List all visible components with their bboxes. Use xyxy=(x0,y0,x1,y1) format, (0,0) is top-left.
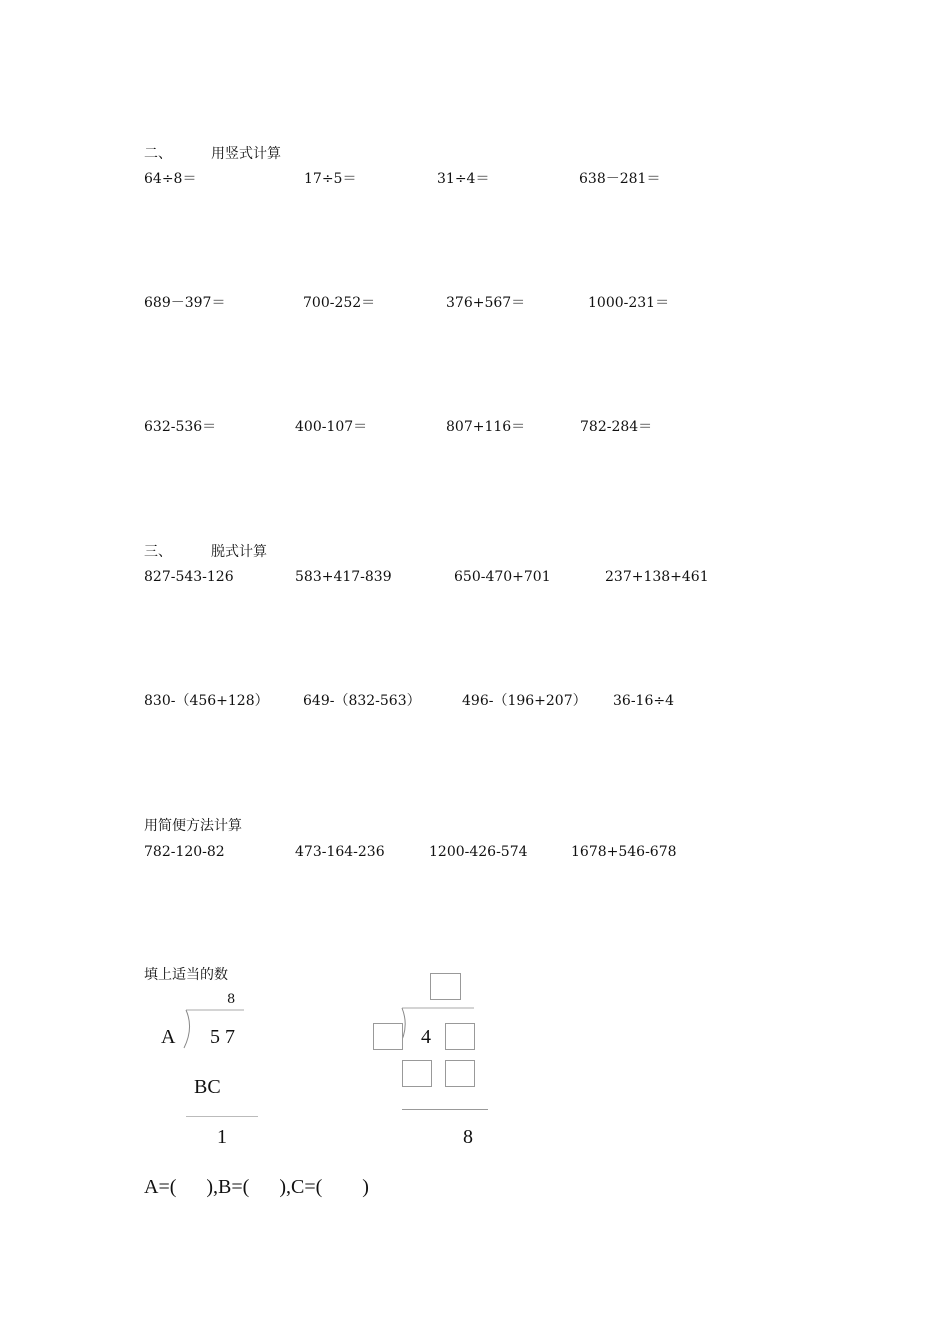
problem-s2-r1-c1: 64÷8＝ xyxy=(144,171,197,187)
problem-s2-r2-c2: 700-252＝ xyxy=(303,295,376,311)
problem-s3-r1-c4: 237+138+461 xyxy=(605,569,709,585)
blank-box-divisor[interactable] xyxy=(373,1023,403,1050)
problem-s2-r1-c4: 638－281＝ xyxy=(579,171,661,187)
left-dividend: 5 7 xyxy=(210,1026,235,1048)
problem-s3-r2-c1: 830-（456+128） xyxy=(144,693,269,709)
problem-s2-r3-c4: 782-284＝ xyxy=(580,419,653,435)
problem-s2-r3-c3: 807+116＝ xyxy=(446,419,526,435)
section3-number: 三、 xyxy=(144,544,172,560)
left-subtraction-line xyxy=(186,1116,258,1117)
problem-s2-r2-c4: 1000-231＝ xyxy=(588,295,670,311)
problem-s2-r2-c3: 376+567＝ xyxy=(446,295,526,311)
section4-heading: 用简便方法计算 xyxy=(144,818,242,834)
problem-s3-r1-c1: 827-543-126 xyxy=(144,569,234,585)
problem-s4-c1: 782-120-82 xyxy=(144,844,225,860)
section2-heading: 用竖式计算 xyxy=(211,146,281,162)
left-remainder: 1 xyxy=(217,1126,227,1148)
answer-line: A=( ),B=( ),C=( ) xyxy=(144,1176,369,1198)
problem-s2-r2-c1: 689－397＝ xyxy=(144,295,226,311)
section3-heading: 脱式计算 xyxy=(211,544,267,560)
problem-s3-r1-c2: 583+417-839 xyxy=(295,569,392,585)
blank-box-dividend-ones[interactable] xyxy=(445,1023,475,1050)
problem-s4-c2: 473-164-236 xyxy=(295,844,385,860)
problem-s3-r1-c3: 650-470+701 xyxy=(454,569,551,585)
problem-s2-r1-c2: 17÷5＝ xyxy=(304,171,357,187)
left-product: BC xyxy=(194,1076,221,1098)
problem-s4-c4: 1678+546-678 xyxy=(571,844,677,860)
problem-s3-r2-c4: 36-16÷4 xyxy=(613,693,674,709)
left-quotient: 8 xyxy=(227,992,236,1007)
section5-heading: 填上适当的数 xyxy=(144,967,228,983)
problem-s3-r2-c3: 496-（196+207） xyxy=(462,693,587,709)
right-remainder: 8 xyxy=(463,1126,473,1148)
blank-box-product-ones[interactable] xyxy=(445,1060,475,1087)
problem-s2-r3-c1: 632-536＝ xyxy=(144,419,217,435)
blank-box-product-tens[interactable] xyxy=(402,1060,432,1087)
problem-s2-r3-c2: 400-107＝ xyxy=(295,419,368,435)
problem-s3-r2-c2: 649-（832-563） xyxy=(303,693,421,709)
problem-s4-c3: 1200-426-574 xyxy=(429,844,528,860)
section2-number: 二、 xyxy=(144,146,172,162)
blank-box-quotient[interactable] xyxy=(430,973,461,1000)
right-dividend-digit: 4 xyxy=(421,1026,431,1048)
problem-s2-r1-c3: 31÷4＝ xyxy=(437,171,490,187)
right-subtraction-line xyxy=(402,1109,488,1110)
left-divisor: A xyxy=(161,1026,176,1048)
